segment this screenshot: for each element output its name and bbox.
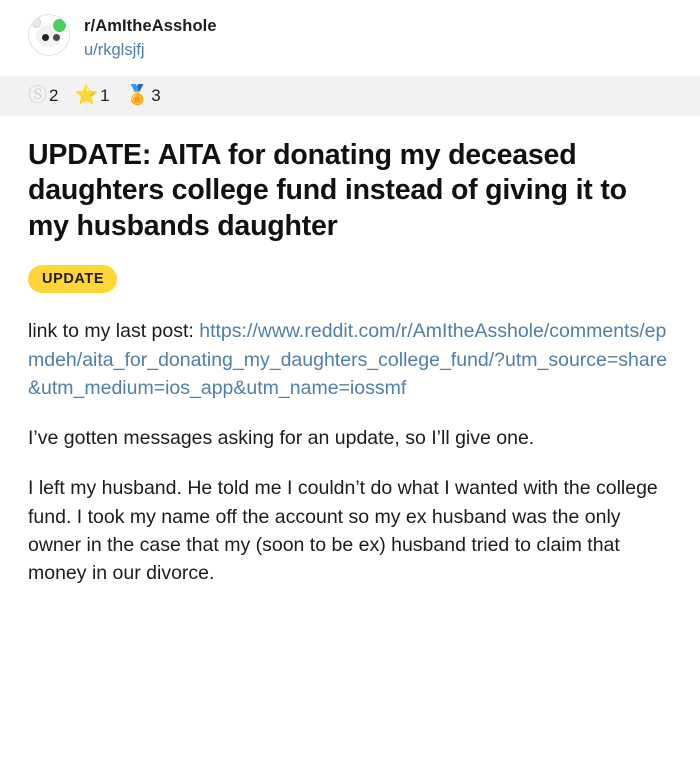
online-status-dot [51, 17, 68, 34]
avatar-eye-left [42, 34, 49, 41]
avatar-ear-left [32, 17, 41, 28]
post-flair-badge[interactable]: UPDATE [28, 265, 117, 293]
author-username[interactable]: u/rkglsjfj [84, 41, 145, 60]
silver-award-icon: Ⓢ [28, 85, 48, 107]
award-silver[interactable] [28, 86, 58, 106]
post-content [0, 138, 700, 588]
link-prefix-text: link to my last post: [28, 320, 200, 343]
platinum-award-count: 3 [151, 85, 161, 105]
gold-award-icon: ⭐ [74, 85, 99, 107]
post-paragraph-3: I left my husband. He told me I couldn’t do what I wanted with the college fund. I took my name off the account so my ex husband was the only owner in the case that my (soon to be ex) husband tried to claim that money in our divorce. [28, 477, 658, 585]
awards-bar [0, 76, 700, 116]
post-header [0, 0, 700, 72]
award-gold[interactable] [74, 86, 109, 106]
post-byline [84, 14, 217, 62]
subreddit-name[interactable]: r/AmItheAsshole [84, 17, 217, 35]
post-paragraph-2: I’ve gotten messages asking for an update, so I’ll give one. [28, 427, 535, 450]
award-platinum[interactable] [126, 86, 161, 106]
silver-award-count: 2 [49, 85, 59, 105]
page-title: UPDATE: AITA for donating my deceased daughters college fund instead of giving it to my husbands daughter [28, 138, 627, 243]
gold-award-count: 1 [100, 85, 110, 105]
post-paragraph-link [28, 317, 672, 402]
avatar-eye-right [53, 34, 60, 41]
reddit-snoo-avatar[interactable] [28, 14, 70, 56]
last-post-link[interactable]: https://www.reddit.com/r/AmItheAsshole/comments/epmdeh/aita_for_donating_my_daughters_college_fund/?utm_source=share&utm_medium=ios_app&utm_name=iossmf [28, 320, 668, 399]
platinum-award-icon: 🏅 [125, 85, 150, 107]
